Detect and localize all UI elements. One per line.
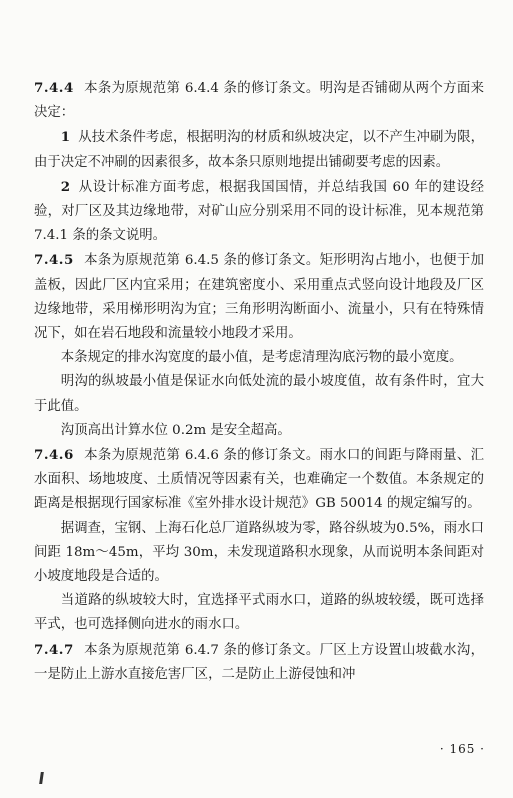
item-number: 2 [60, 178, 71, 195]
item-number: 1 [60, 129, 71, 146]
paragraph-text: 本条为原规范第 6.4.5 条的修订条文。矩形明沟占地小，也便于加盖板，因此厂区内宜采用；在建筑密度小、采用重点式竖向设计地段及厂区边缘地带，采用梯形明沟为宜；三角形明沟断面小、流量小，只有在特殊情况下，如在岩石地段和流量较小地段才采用。 [34, 253, 484, 342]
clause-number: 7.4.7 [34, 641, 74, 658]
paragraph: 本条规定的排水沟宽度的最小值，是考虑清理沟底污物的最小宽度。 [60, 350, 463, 366]
clause-number: 7.4.4 [34, 80, 74, 96]
paragraph: 当道路的纵坡较大时，宜选择平式雨水口，道路的纵坡较缓，既可选择平式，也可选择侧向进水的雨水口。 [34, 593, 484, 633]
clause-7-4-5 [34, 248, 484, 346]
body-text [34, 76, 484, 687]
paragraph-text: 本条为原规范第 6.4.6 条的修订条文。雨水口的间距与降雨量、汇水面积、场地坡度、土质情况等因素有关，也难确定一个数值。本条规定的距离是根据现行国家标准《室外排水设计规范》GB 50014 的规定编写的。 [34, 448, 484, 512]
item-1 [34, 125, 484, 174]
clause-7-4-6 [34, 443, 484, 517]
paragraph-text: 本条为原规范第 6.4.4 条的修订条文。明沟是否铺砌从两个方面来决定： [34, 81, 484, 121]
paragraph-text: 从技术条件考虑，根据明沟的材质和纵坡决定，以不产生冲刷为限，由于决定不冲刷的因素很多，故本条只原则地提出铺砌要考虑的因素。 [34, 130, 484, 170]
item-2 [34, 175, 484, 249]
paragraph: 沟顶高出计算水位 0.2m 是安全超高。 [60, 422, 291, 438]
stray-mark [39, 772, 44, 784]
clause-7-4-7 [34, 638, 484, 687]
clause-number: 7.4.5 [34, 252, 74, 269]
clause-7-4-4 [34, 76, 484, 125]
paragraph-text: 本条为原规范第 6.4.7 条的修订条文。厂区上方设置山坡截水沟，一是防止上游水直接危害厂区，二是防止上游侵蚀和冲 [34, 642, 484, 682]
paragraph: 明沟的纵坡最小值是保证水向低处流的最小坡度值，故有条件时，宜大于此值。 [34, 374, 484, 414]
paragraph: 据调查，宝钢、上海石化总厂道路纵坡为零，路谷纵坡为0.5%，雨水口间距 18m～45m，平均 30m，未发现道路积水现象，从而说明本条间距对小坡度地段是合适的。 [34, 520, 484, 585]
page-number: · 165 · [439, 742, 485, 756]
clause-number: 7.4.6 [34, 447, 74, 464]
paragraph-text: 从设计标准方面考虑，根据我国国情，并总结我国 60 年的建设经验，对厂区及其边缘地带，对矿山应分别采用不同的设计标准，见本规范第 7.4.1 条的条文说明。 [34, 179, 484, 244]
